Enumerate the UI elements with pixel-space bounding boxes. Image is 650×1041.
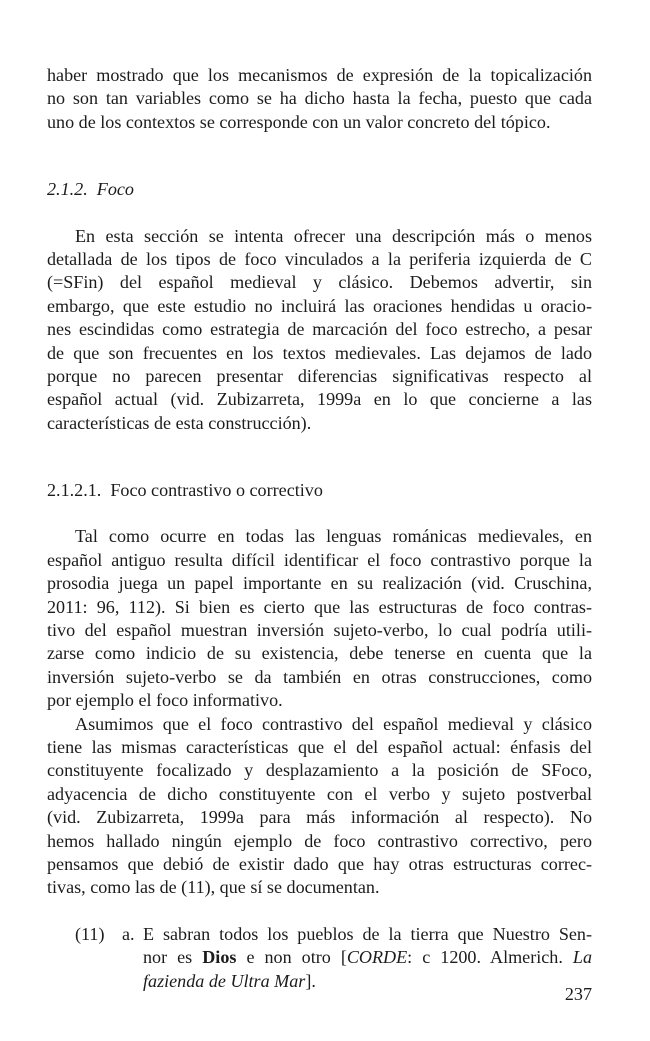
corpus-name: CORDE [346, 947, 408, 968]
heading-number: 2.1.2.1. [47, 480, 102, 501]
page-body [47, 64, 592, 993]
example-letter: a. [122, 923, 135, 944]
text-line: nes escindidas como estrategia de marcación del foco estrecho, a pesar [47, 319, 592, 340]
focus-word: Dios [202, 947, 237, 968]
text-line: adyacencia de dicho constituyente con el verbo y sujeto postverbal [47, 783, 592, 804]
text-line: En esta sección se intenta ofrecer una descripción más o menos [75, 225, 592, 246]
heading-number: 2.1.2. [47, 179, 88, 200]
paragraph-contrastivo-1 [47, 525, 592, 712]
text-line: detallada de los tipos de foco vinculados a la periferia izquierda de C [47, 248, 592, 269]
text-line: uno de los contextos se corresponde con un valor concreto del tópico. [47, 111, 551, 132]
text-line: español antiguo resulta difícil identificar el foco contrastivo porque la [47, 549, 592, 570]
example-body [143, 923, 592, 993]
text-line: haber mostrado que los mecanismos de expresión de la topicalización [47, 65, 592, 85]
text-line: hemos hallado ningún ejemplo de foco contrastivo correctivo, pero [47, 830, 592, 851]
heading-title: Foco [96, 179, 134, 200]
text-line: tivo del español muestran inversión sujeto-verbo, lo cual podría utili- [47, 620, 592, 641]
example-line [143, 946, 592, 969]
example-text: nor es [143, 947, 203, 968]
text-line: tiene las mismas características que el del español actual: énfasis del [47, 736, 592, 757]
example-line [143, 970, 592, 993]
text-line: inversión sujeto-verbo se da también en otras construcciones, como [47, 666, 592, 687]
section-heading-2-1-2-1 [47, 479, 592, 502]
example-text: e non otro [ [236, 947, 347, 968]
text-line: constituyente focalizado y desplazamiento a la posición de SFoco, [47, 760, 592, 781]
text-line: Asumimos que el foco contrastivo del español medieval y clásico [75, 713, 592, 734]
page-number: 237 [564, 984, 592, 1004]
paragraph-foco [47, 225, 592, 436]
example-11 [47, 923, 592, 993]
source-title: fazienda de Ultra Mar [143, 970, 306, 991]
source-title: La [572, 947, 593, 968]
text-line: de que son frecuentes en los textos medievales. Las dejamos de lado [47, 342, 592, 363]
example-text: : c 1200. Almerich. [407, 947, 573, 968]
text-line: pensamos que debió de existir dado que hay otras estructuras correc- [47, 853, 592, 874]
heading-title: Foco contrastivo o correctivo [110, 480, 323, 501]
text-line: (vid. Zubizarreta, 1999a para más información al respecto). No [47, 807, 592, 828]
text-line: zarse como indicio de su existencia, debe tenerse en cuenta que la [47, 643, 592, 664]
text-line: 2011: 96, 112). Si bien es cierto que las estructuras de foco contras- [47, 596, 592, 617]
text-line: Tal como ocurre en todas las lenguas románicas medievales, en [75, 526, 592, 547]
text-line: porque no parecen presentar diferencias significativas respecto al [47, 365, 592, 386]
example-number: (11) [75, 923, 105, 944]
example-line: E sabran todos los pueblos de la tierra que Nuestro Sen- [143, 923, 592, 944]
intro-paragraph [47, 64, 592, 134]
text-line: tivas, como las de (11), que sí se documentan. [47, 877, 380, 898]
paragraph-contrastivo-2 [47, 713, 592, 900]
text-line: características de esta construcción). [47, 412, 312, 433]
text-line: no son tan variables como se ha dicho hasta la fecha, puesto que cada [47, 88, 592, 109]
text-line: (=SFin) del español medieval y clásico. Debemos advertir, sin [47, 272, 592, 293]
example-text: ]. [305, 970, 316, 991]
text-line: español actual (vid. Zubizarreta, 1999a en lo que concierne a las [47, 389, 592, 410]
text-line: embargo, que este estudio no incluirá las oraciones hendidas u oracio- [47, 295, 592, 316]
text-line: prosodia juega un papel importante en su realización (vid. Cruschina, [47, 573, 592, 594]
text-line: por ejemplo el foco informativo. [47, 690, 283, 711]
section-heading-2-1-2 [47, 178, 592, 201]
